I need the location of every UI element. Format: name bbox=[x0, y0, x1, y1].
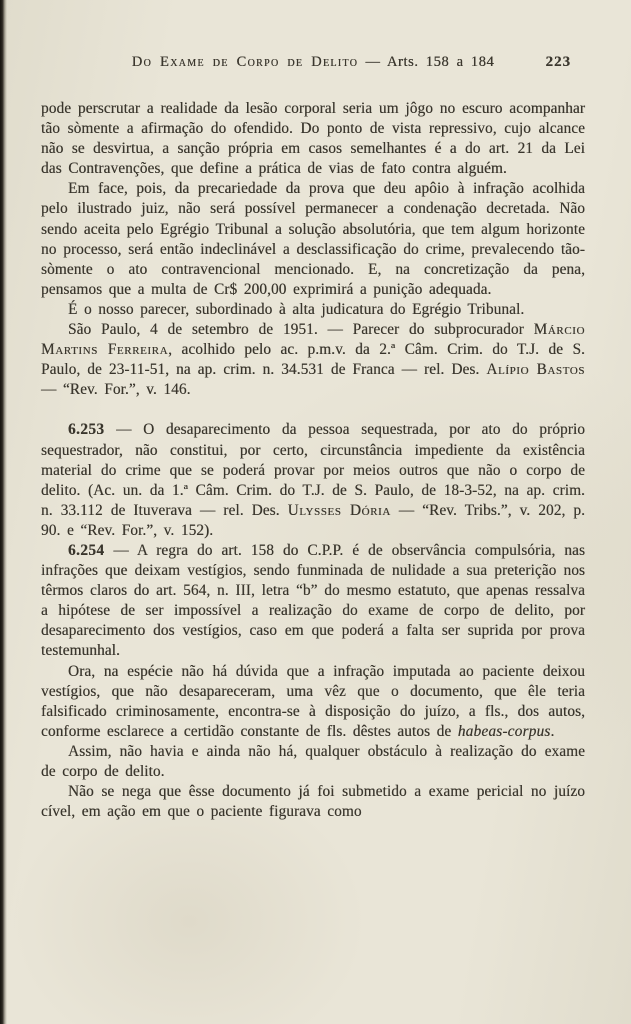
running-title-text: Do Exame de Corpo de Delito bbox=[131, 54, 359, 70]
scan-left-edge bbox=[0, 0, 7, 1024]
text-run: — “Rev. For.”, v. 146. bbox=[41, 381, 191, 399]
paragraph bbox=[41, 179, 585, 300]
latin-term: habeas-corpus bbox=[457, 722, 551, 740]
paragraph bbox=[41, 541, 585, 662]
page-header bbox=[41, 54, 585, 74]
text-run: São Paulo, 4 de setembro de 1951. — Parecer do subprocurador bbox=[68, 321, 534, 339]
text-run: — O desaparecimento da pessoa sequestrada, por ato do próprio sequestrador, não constitui, por certo, circunstância impediente da existência material do crime que se poderá provar por meios outros que não o corpo de delito. (Ac. un. da 1.ª Câm. Crim. do T.J. de S. Paulo, de 18-3-52, na ap. crim. n. 33.112 de Ituverava — rel. Des. bbox=[41, 421, 585, 519]
text-run: , acolhido pelo ac. p.m.v. da 2.ª Câm. Crim. do T.J. de S. Paulo, de 23-11-51, na ap. crim. n. 34.531 de Franca — rel. Des. bbox=[41, 341, 585, 379]
paragraph bbox=[41, 99, 585, 179]
text-run: Assim, não havia e ainda não há, qualquer obstáculo à realização do exame de corpo de delito. bbox=[41, 742, 585, 780]
text-run: É o nosso parecer, subordinado à alta judicatura do Egrégio Tribunal. bbox=[68, 300, 525, 318]
running-title-articles: — Arts. 158 a 184 bbox=[358, 54, 495, 70]
paragraph bbox=[41, 300, 585, 320]
paragraph bbox=[41, 742, 585, 782]
text-run: . bbox=[550, 722, 555, 740]
paragraph bbox=[41, 662, 585, 742]
text-run: pode perscrutar a realidade da lesão corporal seria um jôgo no escuro acompanhar tão sòmente a afirmação do ofendido. Do ponto de vista repressivo, cujo alcance não se desvirtua, a sanção própria em casos semelhantes é a do art. 21 da Lei das Contravenções, que define a prática de vias de fato contra alguém. bbox=[41, 100, 585, 178]
person-name: Ulysses Dória bbox=[287, 501, 391, 519]
running-title bbox=[41, 54, 585, 71]
page-number: 223 bbox=[545, 54, 571, 70]
paragraph bbox=[41, 420, 585, 541]
paragraph bbox=[41, 782, 585, 822]
text-run: — “Rev. Tribs.”, v. 202, p. 90. e “Rev. For.”, v. 152). bbox=[41, 501, 585, 539]
person-name: Márcio Martins Ferreira bbox=[41, 321, 585, 359]
person-name: Alípio Bastos bbox=[486, 361, 585, 379]
paragraph bbox=[41, 320, 585, 400]
page-body bbox=[41, 99, 585, 822]
text-run: — A regra do art. 158 do C.P.P. é de observância compulsória, nas infrações que deixam vestígios, sendo funminada de nulidade a sua preterição nos têrmos claros do art. 564, n. III, letra “b” do mesmo estatuto, que apenas ressalva a hipótese de ser impossível a realização do exame de corpo de delito, por desaparecimento dos vestígios, caso em que poderá a falta ser suprida por prova testemunhal. bbox=[41, 541, 585, 660]
section-number: 6.254 bbox=[68, 541, 105, 559]
section-number: 6.253 bbox=[68, 421, 105, 439]
text-run: Em face, pois, da precariedade da prova que deu apôio à infração acolhida pelo ilustrado juiz, não será possível permanecer a condenação decretada. Não sendo aceita pelo Egrégio Tribunal a solução absolutória, que tem algum horizonte no processo, será então indeclinável a desclassificação do crime, prevalecendo tão-sòmente o ato contravencional mencionado. E, na concretização da pena, pensamos que a multa de Cr$ 200,00 exprimirá a punição adequada. bbox=[41, 180, 585, 298]
text-run: Não se nega que êsse documento já foi submetido a exame pericial no juízo cível, em ação em que o paciente figurava como bbox=[41, 783, 585, 821]
text-run: Ora, na espécie não há dúvida que a infração imputada ao paciente deixou vestígios, que não desapareceram, uma vêz que o documento, que êle teria falsificado criminosamente, encontra-se à disposição do juízo, a fls., dos autos, conforme esclarece a certidão constante de fls. dêstes autos de bbox=[41, 662, 585, 740]
